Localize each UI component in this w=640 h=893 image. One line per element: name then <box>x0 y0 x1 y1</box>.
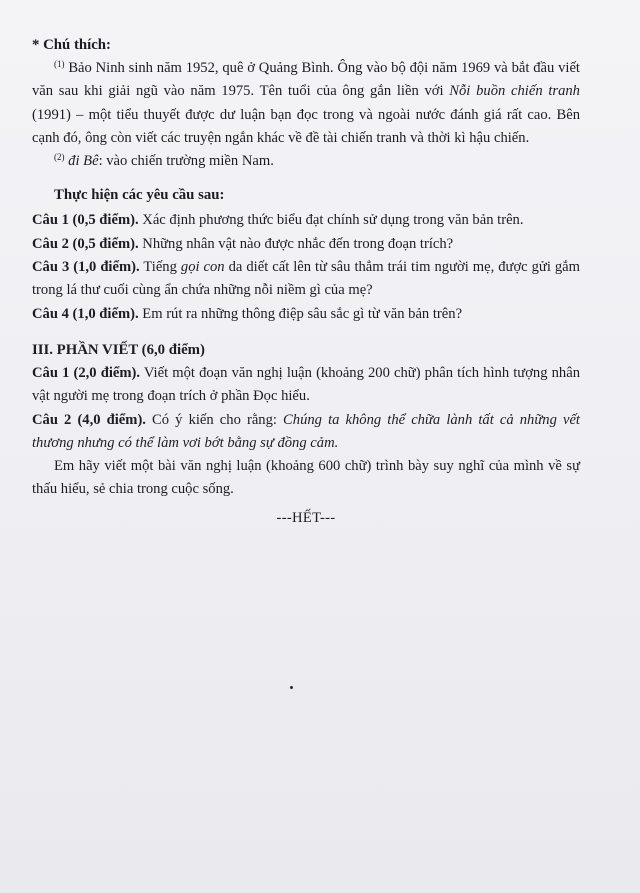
note-1-text-a: Bảo Ninh sinh năm 1952, quê ở Quảng Bình. Ông vào bộ đội năm 1969 và bắt đầu viết văn sau khi giải ngũ vào năm 1975. Tên tuổi của ông gắn liền với <box>32 60 580 100</box>
question-text: Viết một đoạn văn nghị luận (khoảng 200 chữ) phân tích hình tượng nhân vật người mẹ trong đoạn trích ở phần Đọc hiểu. <box>32 364 580 405</box>
note-1-marker: (1) <box>54 59 65 69</box>
question-emphasis: gọi con <box>180 259 225 276</box>
question-text: Có ý kiến cho rằng: <box>145 411 284 428</box>
question-text: Xác định phương thức biểu đạt chính sử dụng trong văn bản trên. <box>138 212 524 229</box>
question-text-b: da diết cất lên từ sâu thẳm trái tim người mẹ, được gửi gắm trong lá thư cuối cùng ẩn chứa những nỗi niềm gì của mẹ? <box>32 259 580 299</box>
notes-heading: * Chú thích: <box>32 37 111 53</box>
reading-question-4 <box>32 303 580 326</box>
writing-question-1 <box>32 362 580 409</box>
note-1-text-b: (1991) – một tiểu thuyết được dư luận bạn đọc trong và ngoài nước đánh giá rất cao. Bên cạnh đó, ông còn viết các truyện ngắn khác về đề tài chiến tranh và thời kì hậu chiến. <box>32 106 580 146</box>
question-text: Những nhân vật nào được nhắc đến trong đoạn trích? <box>138 235 454 252</box>
question-label: Câu 3 (1,0 điểm). <box>32 259 140 276</box>
note-2-term: đi Bê <box>68 153 99 170</box>
question-label: Câu 4 (1,0 điểm). <box>32 305 139 322</box>
question-text-a: Tiếng <box>139 259 181 276</box>
note-2 <box>32 150 580 173</box>
question-label: Câu 1 (0,5 điểm). <box>32 212 139 229</box>
writing-question-2-prompt: Em hãy viết một bài văn nghị luận (khoảng 600 chữ) trình bày suy nghĩ của mình về sự thấu hiểu, sẻ chia trong cuộc sống. <box>32 458 580 498</box>
writing-question-2 <box>32 409 580 456</box>
reading-question-3 <box>32 256 580 303</box>
quoted-opinion: Chúng ta không thể chữa lành tất cả những vết thương nhưng có thể làm vơi bớt bằng sự đồng cảm. <box>32 411 580 451</box>
question-text: Em rút ra những thông điệp sâu sắc gì từ văn bản trên? <box>138 305 463 322</box>
writing-section-heading: III. PHẦN VIẾT (6,0 điểm) <box>32 341 205 358</box>
note-1-book-title: Nỗi buồn chiến tranh <box>449 83 580 100</box>
end-mark: ---HẾT--- <box>276 509 336 526</box>
reading-question-1 <box>32 209 580 232</box>
question-label: Câu 2 (0,5 điểm). <box>32 235 139 252</box>
note-2-marker: (2) <box>54 152 65 163</box>
question-label: Câu 2 (4,0 điểm). <box>32 411 146 428</box>
note-2-definition: : vào chiến trường miền Nam. <box>98 153 274 170</box>
note-1 <box>32 57 580 150</box>
question-label: Câu 1 (2,0 điểm). <box>32 364 141 381</box>
paper-speck <box>290 686 293 689</box>
reading-tasks-heading: Thực hiện các yêu cầu sau: <box>54 187 225 204</box>
reading-question-2 <box>32 233 580 256</box>
